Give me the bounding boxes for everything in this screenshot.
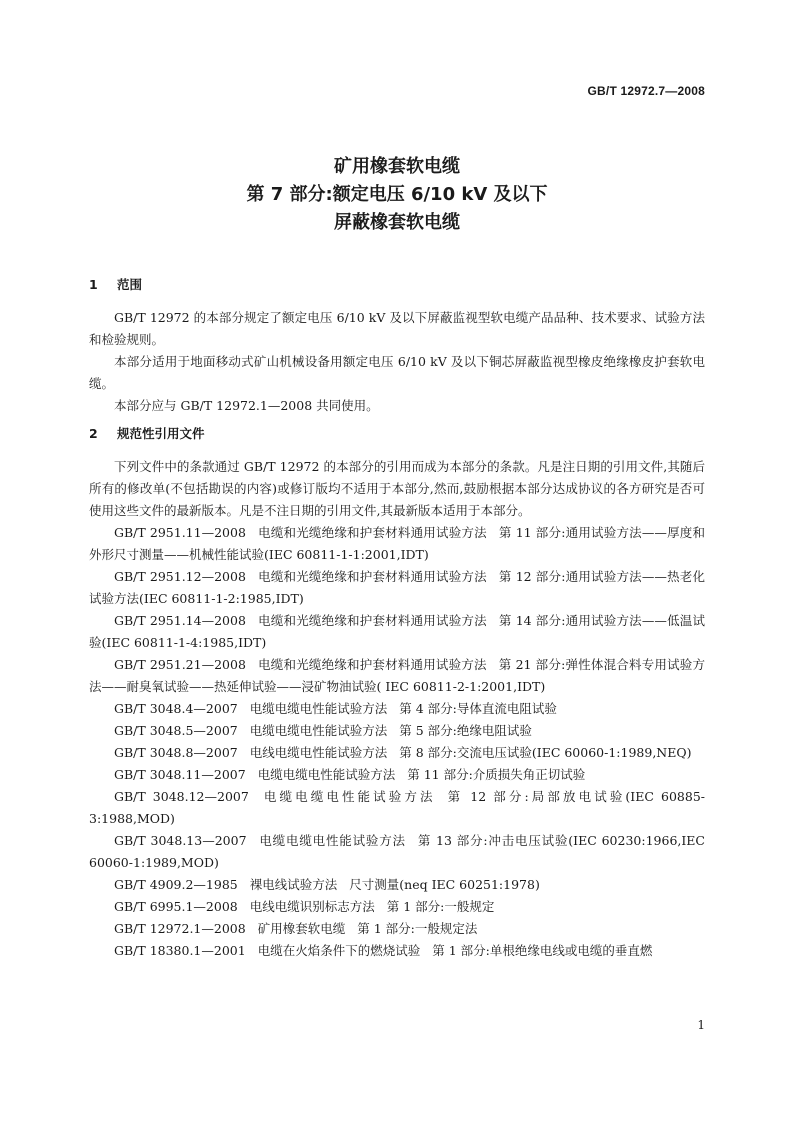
reference-name: 电缆电缆电性能试验方法 — [258, 833, 406, 848]
reference-code: GB/T 3048.11—2007 — [114, 767, 246, 782]
reference-name: 电缆和光缆绝缘和护套材料通用试验方法 — [257, 657, 487, 672]
reference-detail: 尺寸测量(neq IEC 60251:1978) — [349, 877, 540, 892]
reference-detail: 第 1 部分:单根绝缘电线或电缆的垂直燃 — [432, 943, 653, 958]
reference-name: 电线电缆识别标志方法 — [249, 899, 375, 914]
reference-item — [89, 522, 705, 566]
reference-name: 矿用橡套软电缆 — [257, 921, 346, 936]
reference-name: 电缆电缆电性能试验方法 — [249, 701, 388, 716]
reference-detail: 第 1 部分:一般规定法 — [357, 921, 478, 936]
title-line-2: 第 7 部分:额定电压 6/10 kV 及以下 — [246, 184, 548, 205]
reference-item — [89, 918, 705, 940]
document-body — [89, 274, 705, 962]
title-line-3: 屏蔽橡套软电缆 — [334, 212, 460, 233]
reference-item — [89, 698, 705, 720]
reference-name: 电缆电缆电性能试验方法 — [257, 767, 396, 782]
section-1-number: 1 — [89, 277, 98, 292]
reference-name: 裸电线试验方法 — [249, 877, 338, 892]
reference-item — [89, 742, 705, 764]
scope-paragraph-2: 本部分适用于地面移动式矿山机械设备用额定电压 6/10 kV 及以下铜芯屏蔽监视型橡皮绝缘橡皮护套软电缆。 — [89, 354, 705, 391]
scope-paragraph-3: 本部分应与 GB/T 12972.1—2008 共同使用。 — [114, 398, 379, 413]
reference-code: GB/T 4909.2—1985 — [114, 877, 238, 892]
reference-name: 电缆电缆电性能试验方法 — [260, 789, 436, 804]
reference-item — [89, 786, 705, 830]
reference-name: 电缆在火焰条件下的燃烧试验 — [257, 943, 421, 958]
reference-detail: 第 1 部分:一般规定 — [386, 899, 495, 914]
reference-detail: 第 4 部分:导体直流电阻试验 — [399, 701, 557, 716]
reference-detail: 第 5 部分:绝缘电阻试验 — [399, 723, 532, 738]
reference-item — [89, 610, 705, 654]
reference-code: GB/T 18380.1—2001 — [114, 943, 246, 958]
section-1-heading — [89, 274, 705, 296]
reference-code: GB/T 3048.4—2007 — [114, 701, 238, 716]
standard-number: GB/T 12972.7—2008 — [587, 84, 705, 98]
reference-detail: 第 12 部分:通用试验方法——热老化试验方法(IEC 60811-1-2:1985,IDT) — [89, 569, 705, 606]
reference-detail: 第 13 部分:冲击电压试验(IEC 60230:1966,IEC 60060-1:1989,MOD) — [89, 833, 705, 870]
reference-detail: 第 8 部分:交流电压试验(IEC 60060-1:1989,NEQ) — [399, 745, 692, 760]
reference-detail: 第 12 部分:局部放电试验(IEC 60885-3:1988,MOD) — [89, 789, 705, 826]
page-number: 1 — [697, 1018, 705, 1032]
reference-code: GB/T 2951.11—2008 — [114, 525, 246, 540]
reference-code: GB/T 3048.12—2007 — [114, 789, 249, 804]
reference-code: GB/T 3048.8—2007 — [114, 745, 238, 760]
reference-item — [89, 874, 705, 896]
reference-detail: 第 11 部分:介质损失角正切试验 — [407, 767, 586, 782]
document-title — [0, 153, 794, 237]
section-1-title: 范围 — [117, 277, 143, 292]
reference-detail: 第 11 部分:通用试验方法——厚度和外形尺寸测量——机械性能试验(IEC 60811-1-1:2001,IDT) — [89, 525, 705, 562]
reference-item — [89, 896, 705, 918]
reference-detail: 第 21 部分:弹性体混合料专用试验方法——耐臭氧试验——热延伸试验——浸矿物油试验( IEC 60811-2-1:2001,IDT) — [89, 657, 705, 694]
reference-item — [89, 720, 705, 742]
references-intro: 下列文件中的条款通过 GB/T 12972 的本部分的引用而成为本部分的条款。凡是注日期的引用文件,其随后所有的修改单(不包括勘误的内容)或修订版均不适用于本部分,然而,鼓励根据本部分达成协议的各方研究是否可使用这些文件的最新版本。凡是不注日期的引用文件,其最新版本适用于本部分。 — [89, 459, 705, 518]
reference-name: 电缆和光缆绝缘和护套材料通用试验方法 — [257, 613, 487, 628]
reference-code: GB/T 12972.1—2008 — [114, 921, 246, 936]
reference-item — [89, 830, 705, 874]
reference-code: GB/T 2951.21—2008 — [114, 657, 246, 672]
reference-code: GB/T 3048.13—2007 — [114, 833, 247, 848]
reference-name: 电缆和光缆绝缘和护套材料通用试验方法 — [257, 525, 487, 540]
section-2-heading — [89, 423, 705, 445]
reference-item — [89, 764, 705, 786]
reference-code: GB/T 2951.12—2008 — [114, 569, 246, 584]
scope-paragraph-1: GB/T 12972 的本部分规定了额定电压 6/10 kV 及以下屏蔽监视型软电缆产品品种、技术要求、试验方法和检验规则。 — [89, 310, 705, 347]
reference-code: GB/T 3048.5—2007 — [114, 723, 238, 738]
reference-name: 电线电缆电性能试验方法 — [249, 745, 388, 760]
reference-name: 电缆和光缆绝缘和护套材料通用试验方法 — [257, 569, 487, 584]
reference-item — [89, 566, 705, 610]
reference-detail: 第 14 部分:通用试验方法——低温试验(IEC 60811-1-4:1985,IDT) — [89, 613, 705, 650]
section-2-number: 2 — [89, 426, 98, 441]
reference-item — [89, 654, 705, 698]
reference-code: GB/T 6995.1—2008 — [114, 899, 238, 914]
reference-code: GB/T 2951.14—2008 — [114, 613, 246, 628]
section-2-title: 规范性引用文件 — [117, 426, 205, 441]
reference-name: 电缆电缆电性能试验方法 — [249, 723, 388, 738]
title-line-1: 矿用橡套软电缆 — [334, 156, 460, 177]
reference-item — [89, 940, 705, 962]
